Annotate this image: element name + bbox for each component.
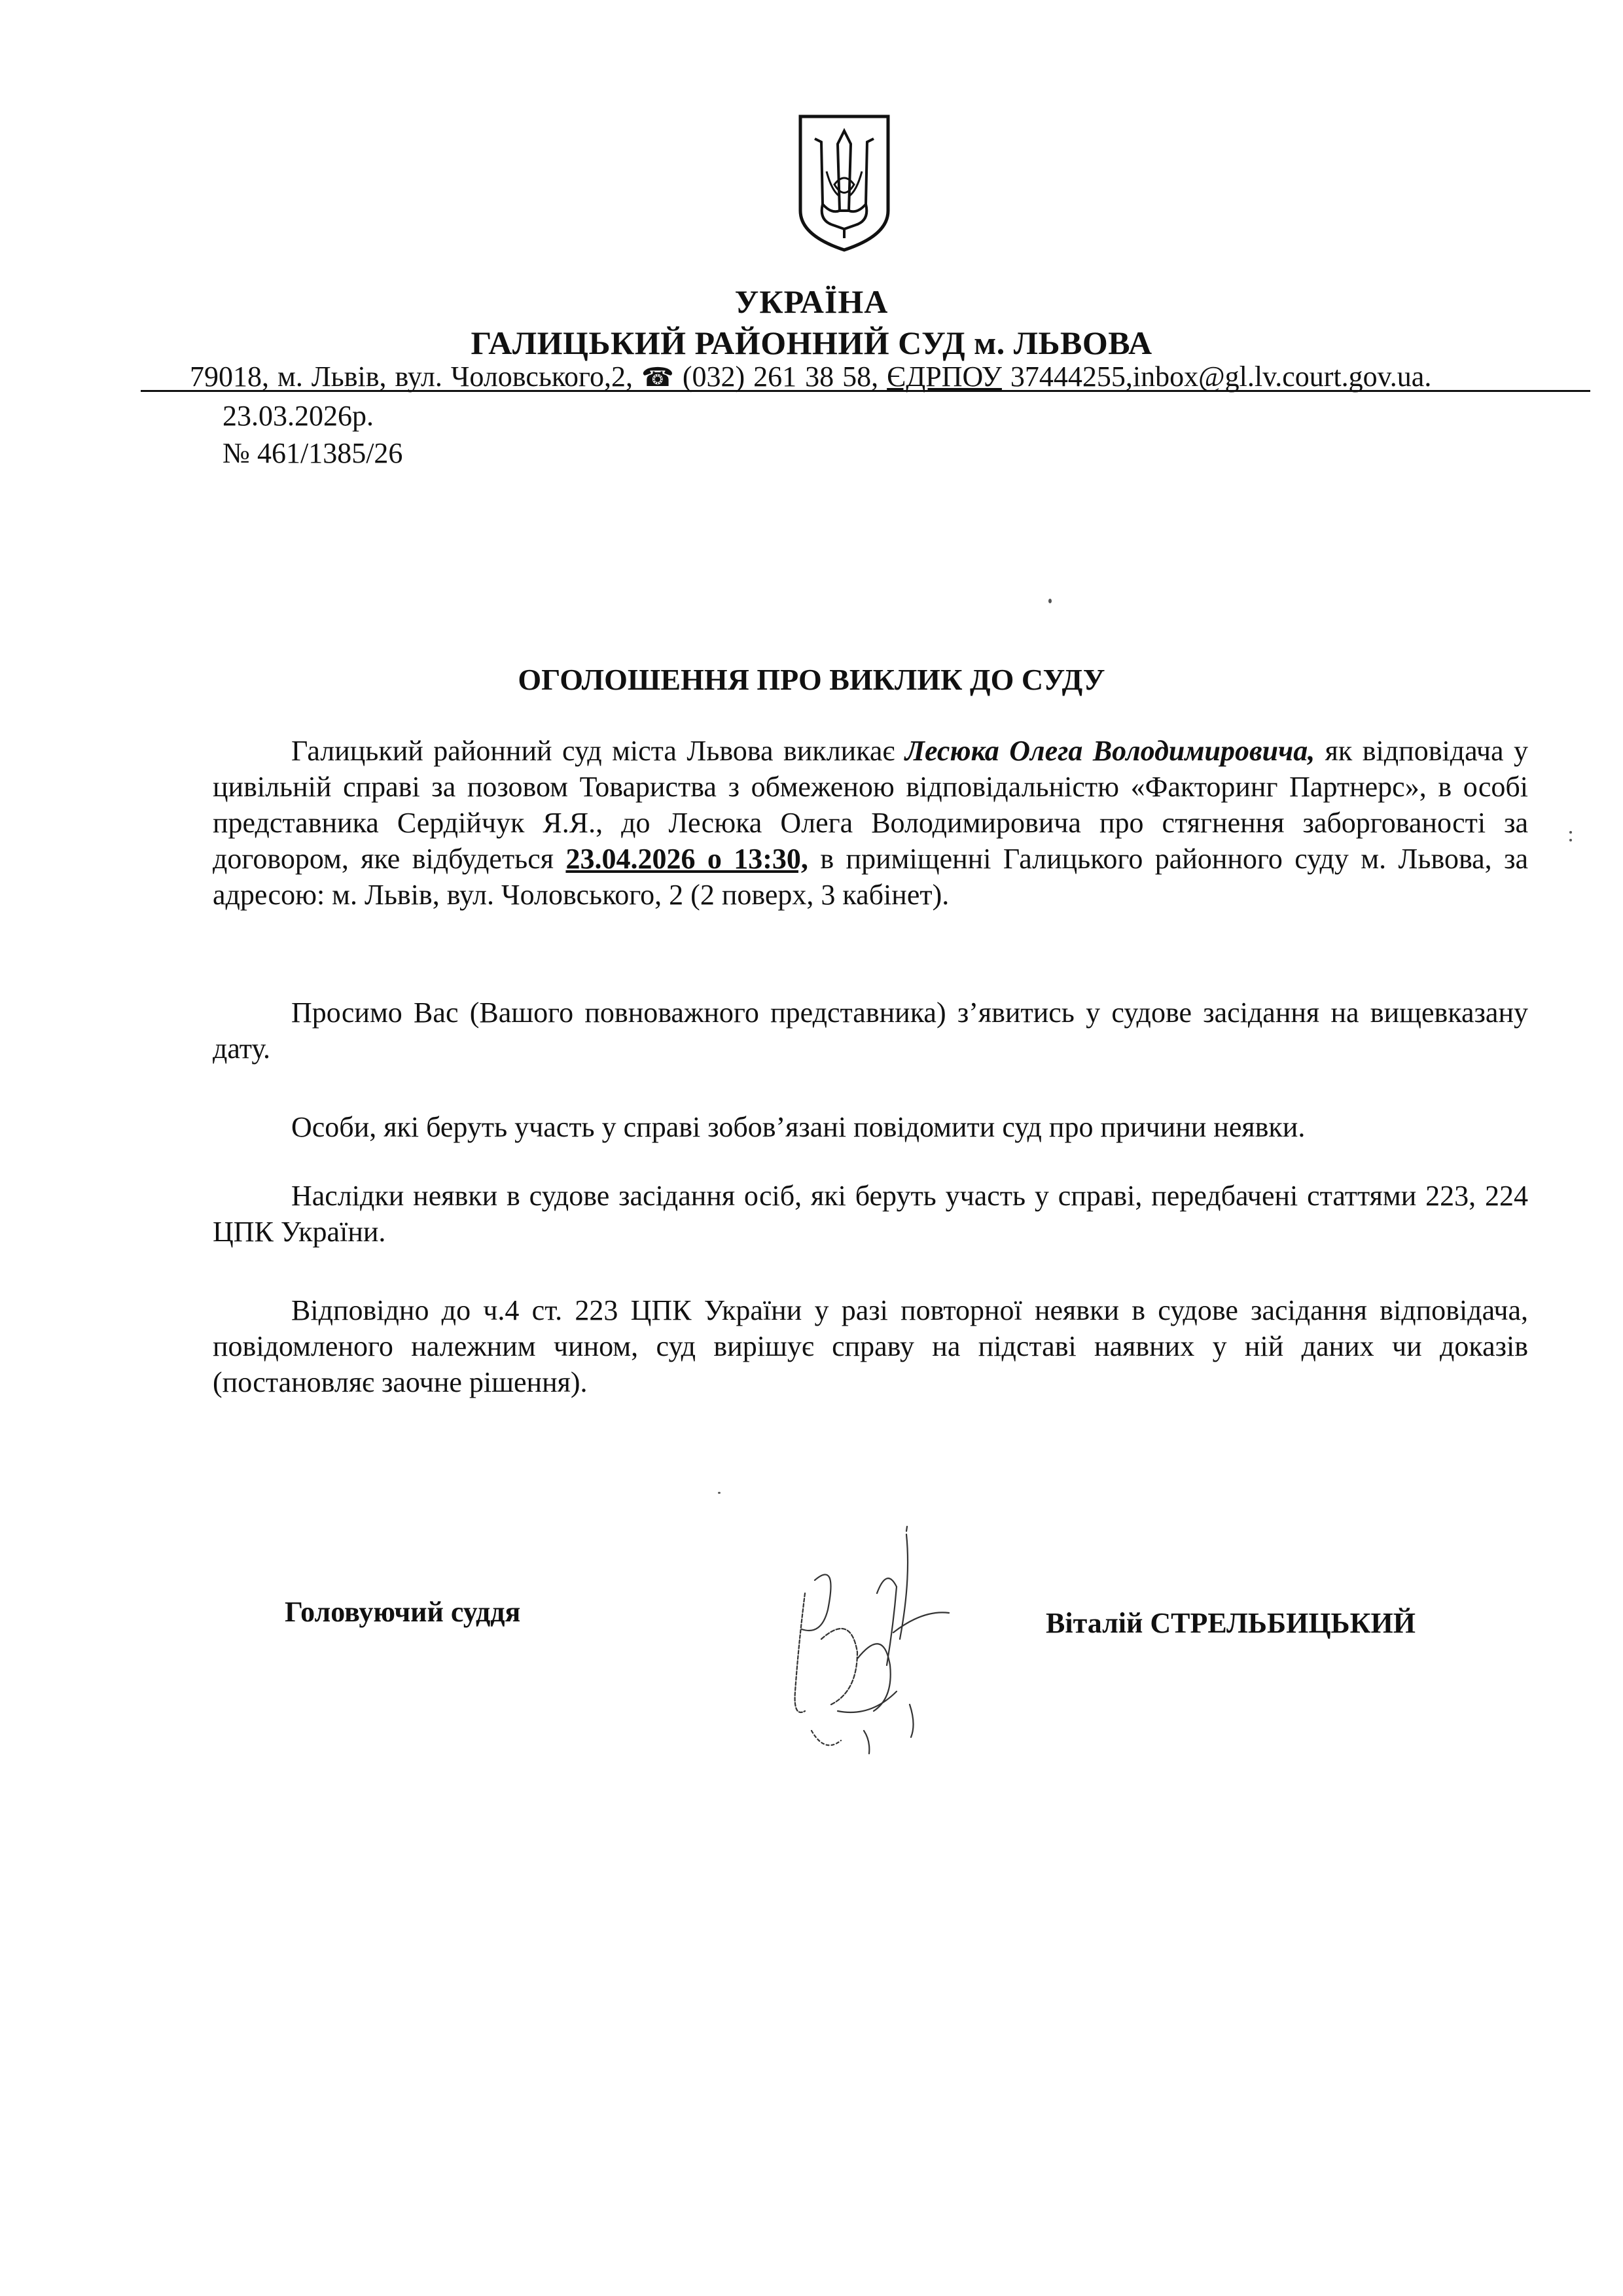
paragraph-notify-absence — [213, 1109, 1528, 1145]
court-phone: (032) 261 38 58, — [682, 361, 887, 393]
paragraph-summons — [213, 733, 1528, 913]
summons-text-start: Галицький районний суд міста Львова викликає — [291, 735, 905, 767]
court-address: 79018, м. Львів, вул. Чоловського,2, — [190, 361, 633, 393]
document-date: 23.03.2026р. — [223, 400, 374, 432]
court-address-line — [190, 360, 1431, 393]
request-attend-text: Просимо Вас (Вашого повноважного представника) з’явитись у судове засідання на вищевказану дату. — [213, 997, 1528, 1065]
notify-absence-text: Особи, які беруть участь у справі зобов’язані повідомити суд про причини неявки. — [291, 1111, 1306, 1143]
edrpou-label: ЄДРПОУ — [887, 361, 1002, 393]
scan-speck — [1569, 839, 1572, 841]
case-number: № 461/1385/26 — [223, 437, 403, 469]
summons-text-middle: як відповідача у цивільній справі за позовом Товариства з обмеженою відповідальністю «Факторинг Партнерс», в особі представника Сердійчук Я.Я., до Лесюка Олега Володимировича про стягнення заборгованості за договором, яке відбудеться — [213, 735, 1528, 875]
consequences-text: Наслідки неявки в судове засідання осіб, які беруть участь у справі, передбачені статтями 223, 224 ЦПК України. — [213, 1180, 1528, 1248]
phone-icon: ☎ — [641, 362, 674, 392]
scan-speck — [1569, 831, 1572, 834]
default-judgment-text: Відповідно до ч.4 ст. 223 ЦПК України у разі повторної неявки в судове засідання відповідача, повідомленого належним чином, суд вирішує справу на підставі наявних у ній даних чи доказів (постановляє заочне рішення). — [213, 1294, 1528, 1398]
handwritten-signature — [759, 1495, 982, 1757]
country-heading: УКРАЇНА — [734, 283, 889, 320]
edrpou-and-email: 37444255,inbox@gl.lv.court.gov.ua. — [1010, 361, 1432, 393]
tryzub-emblem-icon — [795, 113, 893, 253]
presiding-judge-label: Головуючий суддя — [285, 1596, 521, 1628]
notice-title: ОГОЛОШЕННЯ ПРО ВИКЛИК ДО СУДУ — [518, 663, 1105, 696]
judge-name: Віталій СТРЕЛЬБИЦЬКИЙ — [1046, 1607, 1416, 1639]
paragraph-request-attend — [213, 995, 1528, 1067]
header-divider — [141, 390, 1590, 392]
summons-text-end: в приміщенні Галицького районного суду м. Львова, за адресою: м. Львів, вул. Чоловського, 2 (2 поверх, 3 кабінет). — [213, 843, 1528, 911]
paragraph-default-judgment — [213, 1292, 1528, 1400]
scan-speck — [1048, 599, 1052, 603]
hearing-datetime: 23.04.2026 о 13:30, — [565, 843, 808, 875]
paragraph-consequences — [213, 1178, 1528, 1250]
scan-speck — [718, 1492, 721, 1494]
defendant-name: Лесюка Олега Володимировича, — [904, 735, 1315, 767]
court-name-heading: ГАЛИЦЬКИЙ РАЙОННИЙ СУД м. ЛЬВОВА — [471, 325, 1152, 361]
